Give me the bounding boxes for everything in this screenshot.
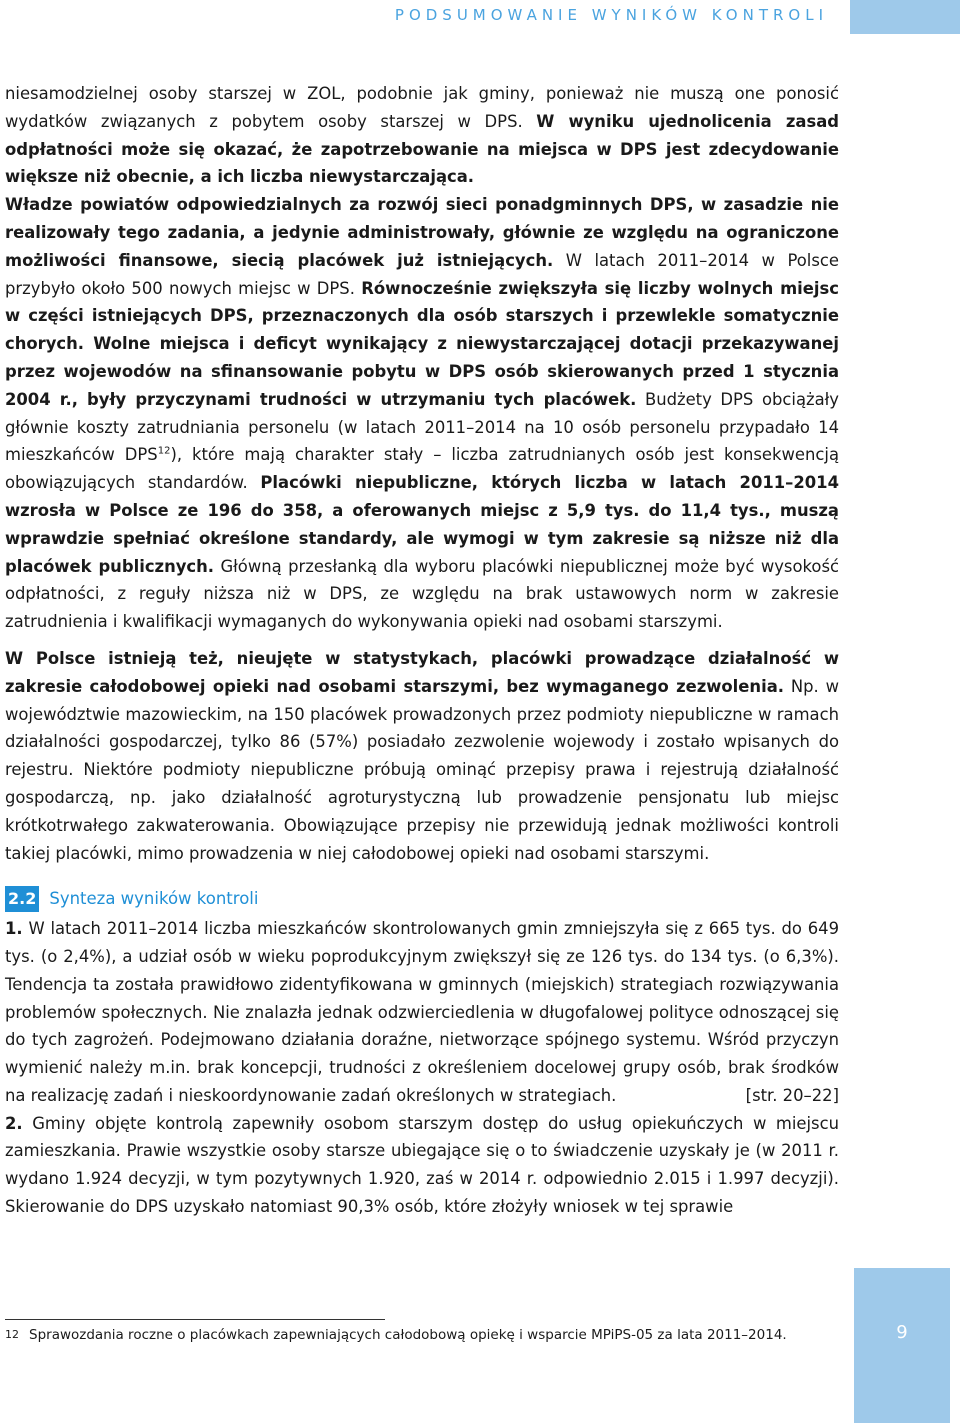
footnote-divider [5, 1319, 385, 1320]
footnote-text: Sprawozdania roczne o placówkach zapewniających całodobową opiekę i wsparcie MPiPS-05 za lata 2011–2014. [29, 1327, 787, 1343]
header-color-block [850, 0, 960, 34]
paragraph [5, 80, 839, 191]
bold-text-run: W Polsce istnieją też, nieujęte w statystykach, placówki prowadzące działalność w zakresie całodobowej opieki nad osobami starszymi, bez wymaganego zezwolenia. [5, 648, 839, 696]
section-number: 2.2 [5, 886, 39, 912]
text-run: Budżety DPS obciążały głównie koszty zatrudniania personelu (w latach 2011–2014 na 10 osób personelu przypadało 14 mieszkańców DPS [5, 389, 839, 465]
bold-text-run: Równocześnie zwiększyła się liczby wolnych miejsc w części istniejących DPS, przeznaczonych dla osób starszych i przewlekle somatycznie chorych. Wolne miejsca i deficyt wynikający z niewystarczającej dotacji przekazywanej przez wojewodów na sfinansowanie pobytu w DPS osób skierowanych przed 1 stycznia 2004 r., były przyczynami trudności w utrzymaniu tych placówek. [5, 278, 840, 409]
text-run: Główną przesłanką dla wyboru placówki niepublicznej może być wysokość odpłatności, z reguły niższa niż w DPS, ze względu na brak ustawowych norm w zakresie zatrudnienia i kwalifikacji wymaganych do wykonywania opieki nad osobami starszymi. [5, 556, 839, 632]
text-run: ), które mają charakter stały – liczba zatrudnianych osób jest konsekwencją obowiązujących standardów. [5, 445, 839, 493]
text-run: Np. w województwie mazowieckim, na 150 placówek prowadzonych przez podmioty niepubliczne w ramach działalności gospodarczej, tylko 86 (57%) posiadało zezwolenie wojewody i zostało wpisanych do rejestru. Niektóre podmioty niepubliczne próbują ominąć przepisy prawa i rejestrują działalność gospodarczą, np. jako działalność agroturystyczną lub prowadzenie pensjonatu lub miejsc krótkotrwałego zakwaterowania. Obowiązujące przepisy nie przewidują jednak możliwości kontroli takiej placówki, mimo prowadzenia w niej całodobowej opieki nad osobami starszymi. [5, 676, 840, 863]
text-run: W latach 2011–2014 liczba mieszkańców skontrolowanych gmin zmniejszyła się z 665 tys. do 649 tys. (o 2,4%), a udział osób w wieku poprodukcyjnym zwiększył się ze 126 tys. do 134 tys. (o 6,3%). Tendencja ta została prawidłowo zidentyfikowana w gminnych (miejskich) strategiach rozwiązywania problemów społecznych. Nie znalazła jednak odzwierciedlenia w długofalowej polityce odnoszącej się do tych zagrożeń. Podejmowano działania doraźne, nietworzące spójnego systemu. Wśród przyczyn wymienić należy m.in. brak koncepcji, trudności z określeniem docelowej grupy osób, brak środków na realizację zadań i nieskoordynowanie zadań określonych w strategiach. [5, 919, 839, 1105]
section-heading [5, 885, 839, 913]
footnote-marker: 12 [157, 445, 171, 457]
page-number: 9 [854, 1268, 950, 1423]
paragraph [5, 645, 839, 867]
item-number: 1. [5, 919, 23, 939]
text-run: niesamodzielnej osoby starszej w ZOL, podobnie jak gminy, ponieważ nie muszą one ponosić wydatków związanych z pobytem osoby starszej w DPS. [5, 84, 839, 131]
page-reference: [str. 20–22] [745, 1085, 839, 1105]
bold-text-run: Placówki niepubliczne, których liczba w latach 2011–2014 wzrosła w Polsce ze 196 do 358, a oferowanych miejsc z 5,9 tys. do 11,4 tys., muszą wprawdzie spełniać określone standardy, ale wymogi w tym zakresie są niższe niż dla placówek publicznych. [5, 473, 839, 576]
paragraph [5, 191, 839, 636]
section-title: Synteza wyników kontroli [49, 889, 259, 909]
bold-text-run: Władze powiatów odpowiedzialnych za rozwój sieci ponadgminnych DPS, w zasadzie nie realizowały tego zadania, a jedynie administrowały, głównie ze względu na ograniczone możliwości finansowe, siecią placówek już istniejących. [5, 195, 839, 270]
body-text [5, 80, 839, 1221]
text-run: Gminy objęte kontrolą zapewniły osobom starszym dostęp do usług opiekuńczych w miejscu zamieszkania. Prawie wszystkie osoby starsze ubiegające się o to świadczenie uzyskały je (w 2011 r. wydano 1.924 decyzji, w tym pozytywnych 1.920, zaś w 2014 r. odpowiednio 2.015 i 1.997 decyzji). Skierowanie do DPS uzyskało natomiast 90,3% osób, które złożyły wniosek w tej sprawie [5, 1113, 839, 1217]
item-number: 2. [5, 1113, 23, 1133]
numbered-item [5, 1110, 839, 1221]
footnote [5, 1326, 845, 1344]
bold-text-run: W wyniku ujednolicenia zasad odpłatności może się okazać, że zapotrzebowanie na miejsca w DPS jest zdecydowanie większe niż obecnie, a ich liczba niewystarczająca. [5, 111, 839, 187]
footnote-number: 12 [5, 1328, 19, 1341]
text-run: W latach 2011–2014 w Polsce przybyło około 500 nowych miejsc w DPS. [5, 250, 839, 298]
header-title: PODSUMOWANIE WYNIKÓW KONTROLI [394, 6, 828, 24]
numbered-item [5, 915, 839, 1110]
